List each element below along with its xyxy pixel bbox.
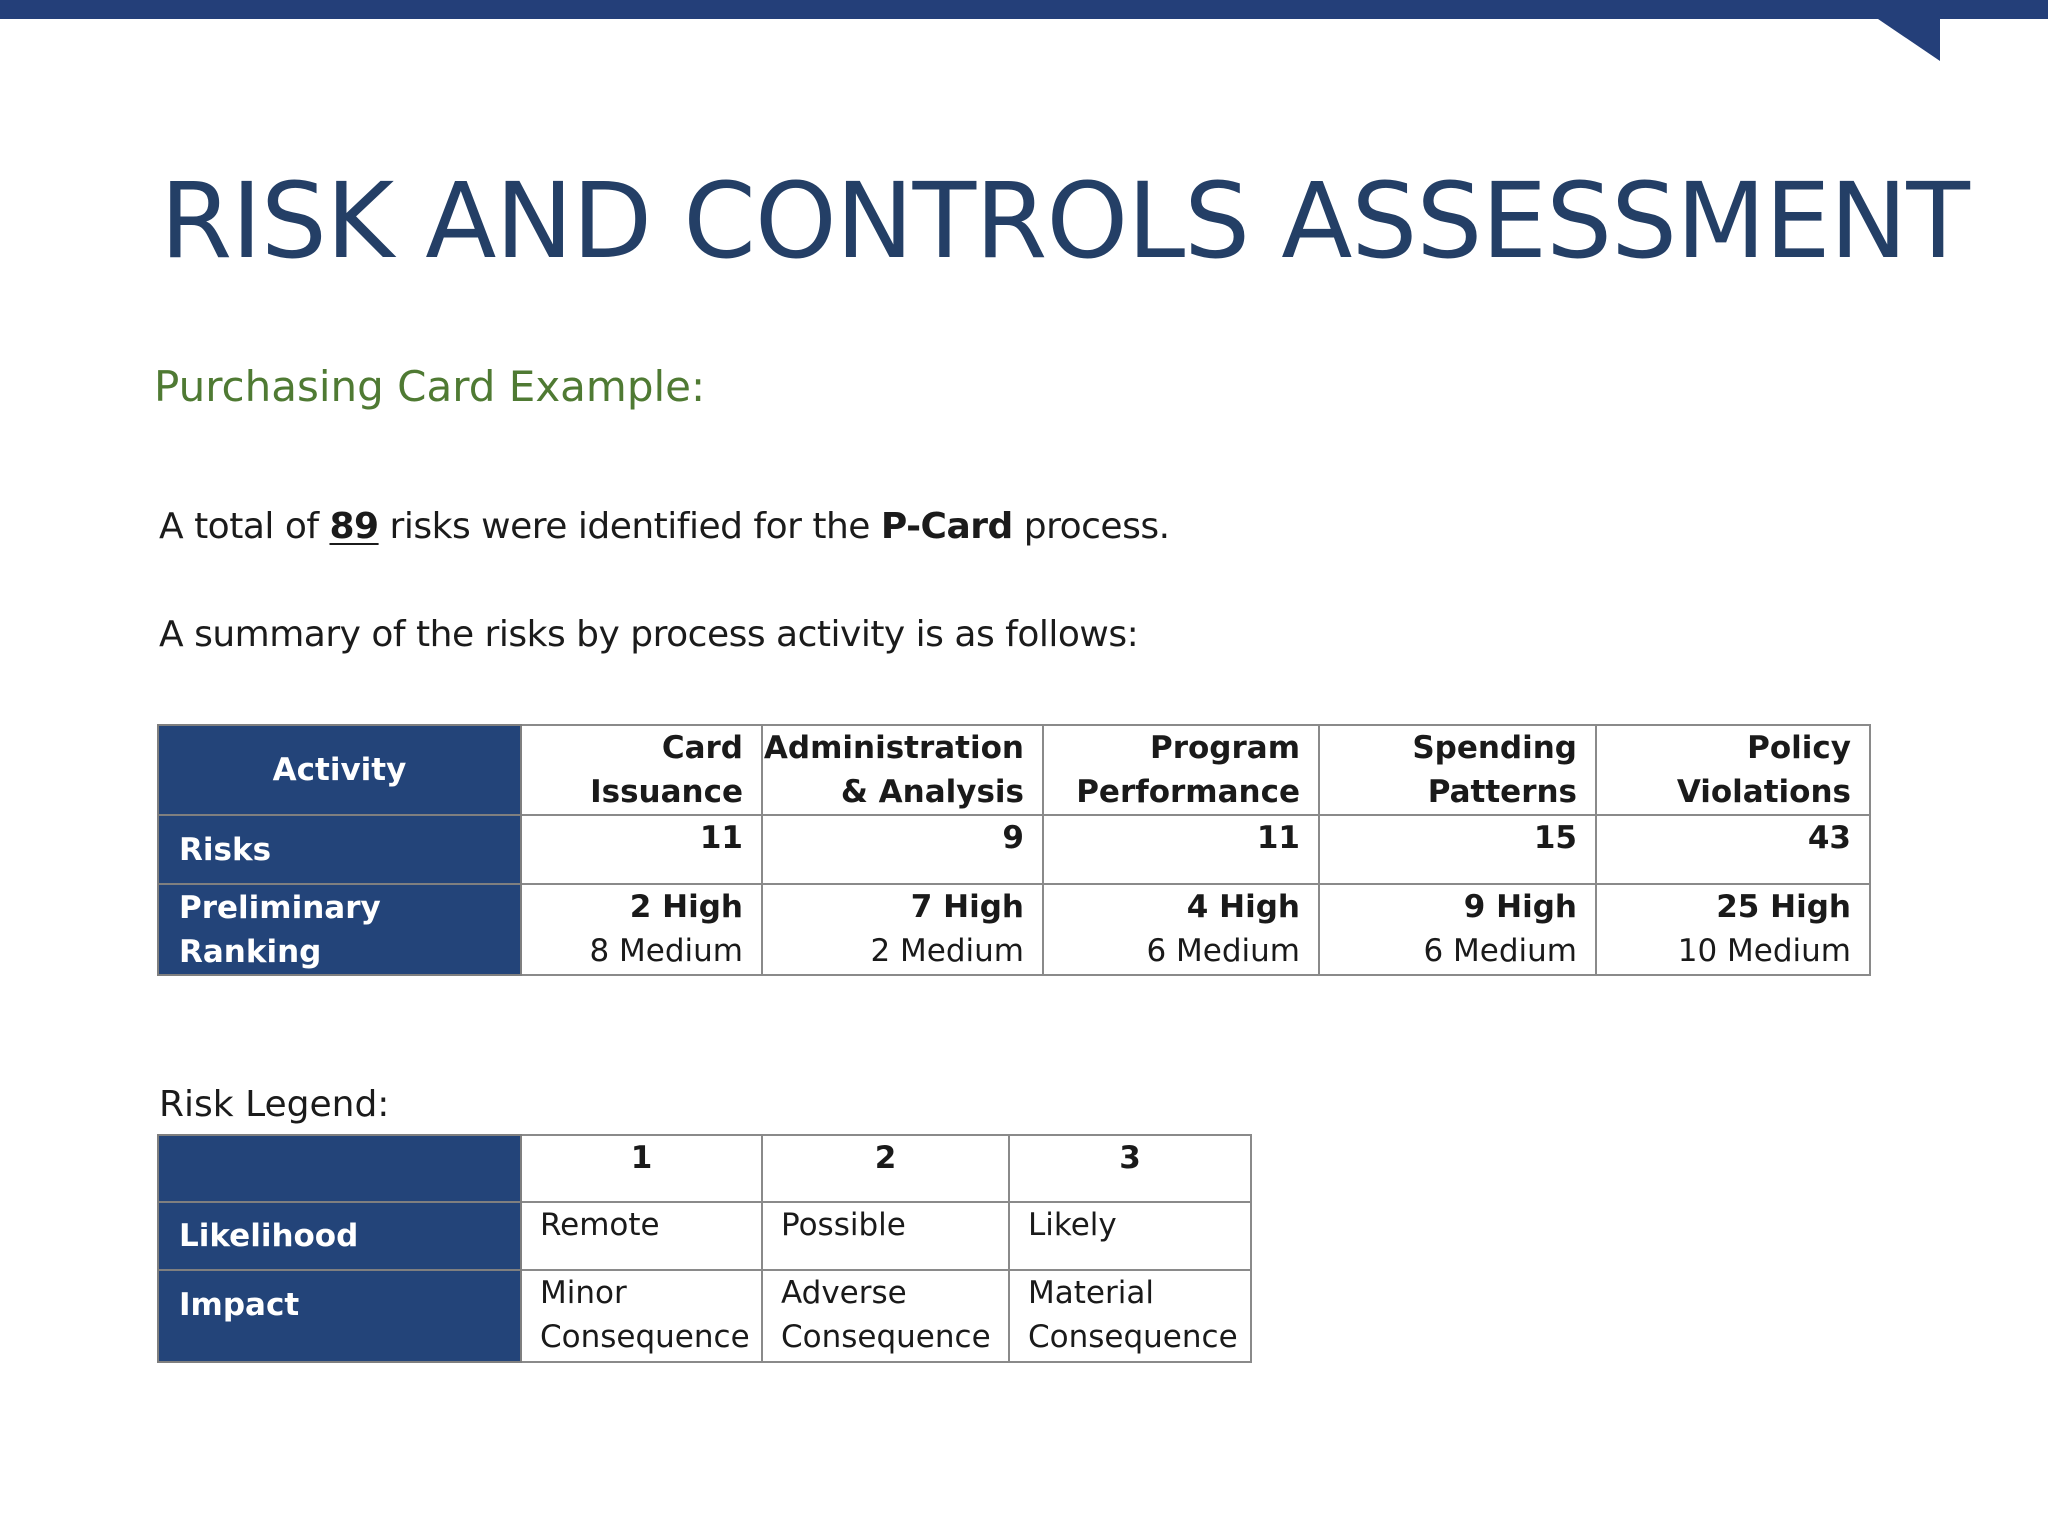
legend-level: 3 (1009, 1135, 1251, 1202)
total-prefix: A total of (159, 506, 330, 547)
activity-spending-patterns: Spending Patterns (1319, 725, 1596, 815)
impact-value: Material Consequence (1009, 1270, 1251, 1362)
impact-value: Minor Consequence (521, 1270, 762, 1362)
impact-value: Adverse Consequence (762, 1270, 1009, 1362)
top-accent-bar (0, 0, 2048, 19)
likelihood-value: Remote (521, 1202, 762, 1270)
activity-policy-violations: Policy Violations (1596, 725, 1870, 815)
top-accent-tab (1878, 19, 1940, 61)
legend-levels-row (158, 1135, 1251, 1202)
legend-level: 2 (762, 1135, 1009, 1202)
total-risk-count: 89 (329, 506, 379, 547)
risks-count: 15 (1319, 815, 1596, 884)
ranking-cell: 9 High 6 Medium (1319, 884, 1596, 975)
likelihood-row (158, 1202, 1251, 1270)
total-risks-sentence (159, 506, 1170, 547)
activity-row (158, 725, 1870, 815)
activity-card-issuance: Card Issuance (521, 725, 762, 815)
ranking-cell: 7 High 2 Medium (762, 884, 1043, 975)
summary-intro: A summary of the risks by process activity is as follows: (159, 614, 1139, 655)
risk-legend-table (157, 1134, 1252, 1363)
ranking-header: Preliminary Ranking (158, 884, 521, 975)
process-name: P-Card (880, 506, 1013, 547)
risks-count: 9 (762, 815, 1043, 884)
risks-header: Risks (158, 815, 521, 884)
impact-row (158, 1270, 1251, 1362)
activity-header: Activity (158, 725, 521, 815)
risk-legend-label: Risk Legend: (159, 1084, 390, 1125)
risks-count: 11 (1043, 815, 1319, 884)
slide-title: RISK AND CONTROLS ASSESSMENT (160, 160, 1969, 282)
risk-summary-table (157, 724, 1871, 976)
activity-program-performance: Program Performance (1043, 725, 1319, 815)
ranking-cell: 2 High 8 Medium (521, 884, 762, 975)
total-middle: risks were identified for the (378, 506, 881, 547)
legend-corner (158, 1135, 521, 1202)
impact-header: Impact (158, 1270, 521, 1362)
risks-count: 11 (521, 815, 762, 884)
activity-administration-analysis: Administration & Analysis (762, 725, 1043, 815)
likelihood-value: Likely (1009, 1202, 1251, 1270)
ranking-row (158, 884, 1870, 975)
likelihood-header: Likelihood (158, 1202, 521, 1270)
ranking-cell: 25 High 10 Medium (1596, 884, 1870, 975)
risks-count: 43 (1596, 815, 1870, 884)
slide-subtitle: Purchasing Card Example: (154, 362, 706, 411)
legend-level: 1 (521, 1135, 762, 1202)
total-suffix: process. (1012, 506, 1170, 547)
risks-row (158, 815, 1870, 884)
ranking-cell: 4 High 6 Medium (1043, 884, 1319, 975)
likelihood-value: Possible (762, 1202, 1009, 1270)
